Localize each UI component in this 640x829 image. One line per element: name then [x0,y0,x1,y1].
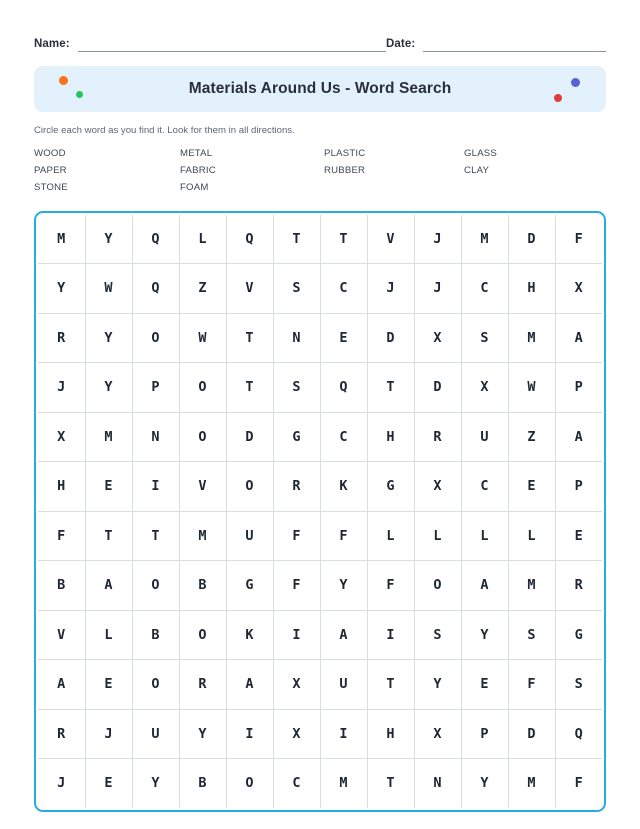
letter-cell[interactable]: Y [85,215,132,264]
letter-cell[interactable]: H [367,709,414,759]
letter-cell[interactable]: J [414,264,461,314]
letter-cell[interactable]: Q [226,215,273,264]
letter-cell[interactable]: N [273,313,320,363]
letter-cell[interactable]: T [273,215,320,264]
letter-cell[interactable]: Q [320,363,367,413]
letter-cell[interactable]: L [367,511,414,561]
letter-cell[interactable]: D [508,215,555,264]
letter-grid-row [38,363,602,413]
letter-cell[interactable]: I [367,610,414,660]
letter-cell[interactable]: M [85,412,132,462]
letter-cell[interactable]: O [132,660,179,710]
letter-cell[interactable]: E [555,511,602,561]
letter-cell[interactable]: E [85,462,132,512]
letter-cell[interactable]: N [132,412,179,462]
letter-cell[interactable]: X [414,313,461,363]
letter-cell[interactable]: D [367,313,414,363]
letter-cell[interactable]: B [179,759,226,808]
letter-cell[interactable]: X [461,363,508,413]
letter-grid-table [38,215,602,808]
letter-cell[interactable]: E [461,660,508,710]
letter-cell[interactable]: A [461,561,508,611]
letter-cell[interactable]: S [414,610,461,660]
name-label: Name: [34,38,70,50]
letter-cell[interactable]: J [414,215,461,264]
letter-cell[interactable]: R [555,561,602,611]
letter-grid-row [38,660,602,710]
letter-cell[interactable]: K [226,610,273,660]
letter-cell[interactable]: X [555,264,602,314]
name-date-row [34,0,606,52]
letter-cell[interactable]: T [320,215,367,264]
letter-cell[interactable]: F [38,511,85,561]
letter-cell[interactable]: G [273,412,320,462]
decorative-dot-orange [59,76,68,85]
decorative-dot-green [76,91,83,98]
letter-cell[interactable]: O [226,462,273,512]
letter-cell[interactable]: G [555,610,602,660]
letter-cell[interactable]: A [85,561,132,611]
letter-cell[interactable]: P [555,462,602,512]
letter-cell[interactable]: E [85,660,132,710]
date-field[interactable] [386,37,606,52]
letter-cell[interactable]: B [38,561,85,611]
letter-cell[interactable]: V [179,462,226,512]
letter-cell[interactable]: O [179,363,226,413]
letter-cell[interactable]: W [179,313,226,363]
instructions-text: Circle each word as you find it. Look for them in all directions. [34,125,295,136]
letter-cell[interactable]: A [320,610,367,660]
date-label: Date: [386,38,416,50]
word-list-item: PAPER [34,164,67,176]
letter-cell[interactable]: X [273,709,320,759]
letter-cell[interactable]: P [132,363,179,413]
word-list-item: RUBBER [324,164,366,176]
letter-cell[interactable]: M [320,759,367,808]
word-list-item: STONE [34,181,68,193]
letter-cell[interactable]: U [226,511,273,561]
word-search-grid[interactable] [34,211,606,812]
letter-cell[interactable]: F [574,775,583,792]
letter-cell[interactable]: L [508,511,555,561]
word-list-item: GLASS [464,147,497,159]
letter-cell[interactable]: Q [132,264,179,314]
letter-grid-row [38,462,602,512]
letter-cell[interactable]: O [132,313,179,363]
letter-cell[interactable]: R [38,313,85,363]
letter-cell[interactable]: V [38,610,85,660]
letter-grid-row [38,215,602,264]
letter-cell[interactable]: H [508,264,555,314]
letter-cell[interactable]: Y [38,264,85,314]
letter-cell[interactable]: O [179,412,226,462]
letter-cell[interactable]: X [414,709,461,759]
letter-cell[interactable]: M [508,313,555,363]
letter-cell[interactable]: O [132,561,179,611]
letter-cell[interactable]: M [508,561,555,611]
letter-cell[interactable]: S [555,660,602,710]
letter-cell[interactable]: Q [132,215,179,264]
letter-cell[interactable]: M [179,511,226,561]
letter-cell[interactable]: N [414,759,461,808]
word-list-item: CLAY [464,164,490,176]
letter-cell[interactable]: X [414,462,461,512]
name-field[interactable] [34,37,386,52]
letter-cell[interactable]: P [461,709,508,759]
letter-cell[interactable]: T [367,759,414,808]
letter-cell[interactable]: F [367,561,414,611]
letter-cell[interactable]: R [273,462,320,512]
letter-cell[interactable]: Y [85,363,132,413]
letter-cell[interactable]: Y [132,759,179,808]
letter-cell[interactable]: E [320,313,367,363]
letter-cell[interactable]: T [367,660,414,710]
letter-cell[interactable]: W [508,363,555,413]
letter-cell[interactable]: Q [555,709,602,759]
letter-cell[interactable]: A [38,660,85,710]
letter-cell[interactable]: B [179,561,226,611]
letter-cell[interactable]: P [555,363,602,413]
letter-cell[interactable]: S [461,313,508,363]
letter-cell[interactable]: L [85,610,132,660]
title-banner [34,66,606,112]
letter-cell[interactable]: M [508,759,555,808]
word-list-item: METAL [180,147,213,159]
letter-cell[interactable]: Y [461,759,508,808]
letter-grid-row [38,511,602,561]
letter-cell[interactable]: A [555,412,602,462]
word-list [34,147,606,195]
letter-cell[interactable]: F [555,215,602,264]
letter-cell[interactable]: H [367,412,414,462]
letter-cell[interactable]: M [461,215,508,264]
letter-grid-body [38,215,602,808]
letter-cell[interactable]: T [85,511,132,561]
letter-cell[interactable]: F [320,511,367,561]
letter-cell[interactable]: L [414,511,461,561]
letter-cell[interactable]: B [132,610,179,660]
letter-cell[interactable]: U [461,412,508,462]
letter-cell[interactable]: Y [414,660,461,710]
letter-grid-row [38,709,602,759]
letter-cell[interactable]: F [273,511,320,561]
letter-cell[interactable]: E [508,462,555,512]
letter-cell[interactable]: R [38,709,85,759]
letter-cell[interactable]: Y [461,610,508,660]
letter-cell[interactable]: S [273,264,320,314]
letter-cell[interactable]: A [555,313,602,363]
letter-cell[interactable]: M [38,215,85,264]
letter-cell[interactable]: E [85,759,132,808]
letter-cell[interactable]: O [414,561,461,611]
word-list-item: WOOD [34,147,66,159]
letter-cell[interactable]: Z [179,264,226,314]
letter-cell[interactable]: J [85,709,132,759]
letter-grid-row [38,412,602,462]
letter-cell[interactable]: V [226,264,273,314]
letter-cell[interactable]: T [226,313,273,363]
letter-cell[interactable]: F [273,561,320,611]
letter-cell[interactable]: I [132,462,179,512]
letter-cell[interactable]: C [461,264,508,314]
name-input-line[interactable] [78,38,386,52]
word-list-item: FOAM [180,181,209,193]
letter-grid-row [38,759,602,808]
letter-cell[interactable]: V [367,215,414,264]
letter-cell[interactable]: G [367,462,414,512]
letter-cell[interactable]: R [414,412,461,462]
page-title: Materials Around Us - Word Search [188,80,452,97]
letter-cell[interactable]: Y [179,709,226,759]
letter-cell[interactable]: U [132,709,179,759]
letter-cell[interactable]: D [508,709,555,759]
letter-cell[interactable]: I [226,709,273,759]
letter-cell[interactable]: D [414,363,461,413]
letter-cell[interactable]: D [226,412,273,462]
letter-cell[interactable]: T [132,511,179,561]
letter-cell[interactable]: I [320,709,367,759]
letter-cell[interactable]: Y [85,313,132,363]
letter-cell[interactable]: J [367,264,414,314]
letter-grid-row [38,264,602,314]
letter-cell[interactable]: J [38,759,85,808]
letter-grid-row [38,313,602,363]
letter-cell[interactable]: C [461,462,508,512]
decorative-dot-red [554,94,562,102]
letter-cell[interactable]: J [38,363,85,413]
letter-cell[interactable]: H [38,462,85,512]
letter-cell[interactable]: F [508,660,555,710]
word-list-item: PLASTIC [324,147,366,159]
letter-cell[interactable]: T [226,363,273,413]
letter-cell[interactable]: K [320,462,367,512]
letter-cell[interactable]: I [273,610,320,660]
letter-cell[interactable]: X [38,412,85,462]
letter-cell[interactable]: R [179,660,226,710]
letter-cell[interactable]: G [226,561,273,611]
letter-grid-row [38,561,602,611]
letter-cell[interactable]: O [226,759,273,808]
letter-cell[interactable]: C [320,264,367,314]
letter-cell[interactable]: A [226,660,273,710]
letter-cell[interactable]: S [508,610,555,660]
letter-cell[interactable]: C [273,759,320,808]
letter-cell[interactable]: L [461,511,508,561]
letter-cell[interactable]: C [320,412,367,462]
letter-cell[interactable]: S [273,363,320,413]
letter-grid-row [38,610,602,660]
letter-cell[interactable]: Z [508,412,555,462]
letter-cell[interactable]: X [273,660,320,710]
letter-cell[interactable]: W [85,264,132,314]
letter-cell[interactable]: L [179,215,226,264]
letter-cell[interactable]: O [179,610,226,660]
date-input-line[interactable] [423,38,606,52]
letter-cell[interactable]: U [320,660,367,710]
decorative-dot-purple [571,78,580,87]
letter-cell[interactable]: Y [320,561,367,611]
word-list-item: FABRIC [180,164,216,176]
letter-cell[interactable]: T [367,363,414,413]
